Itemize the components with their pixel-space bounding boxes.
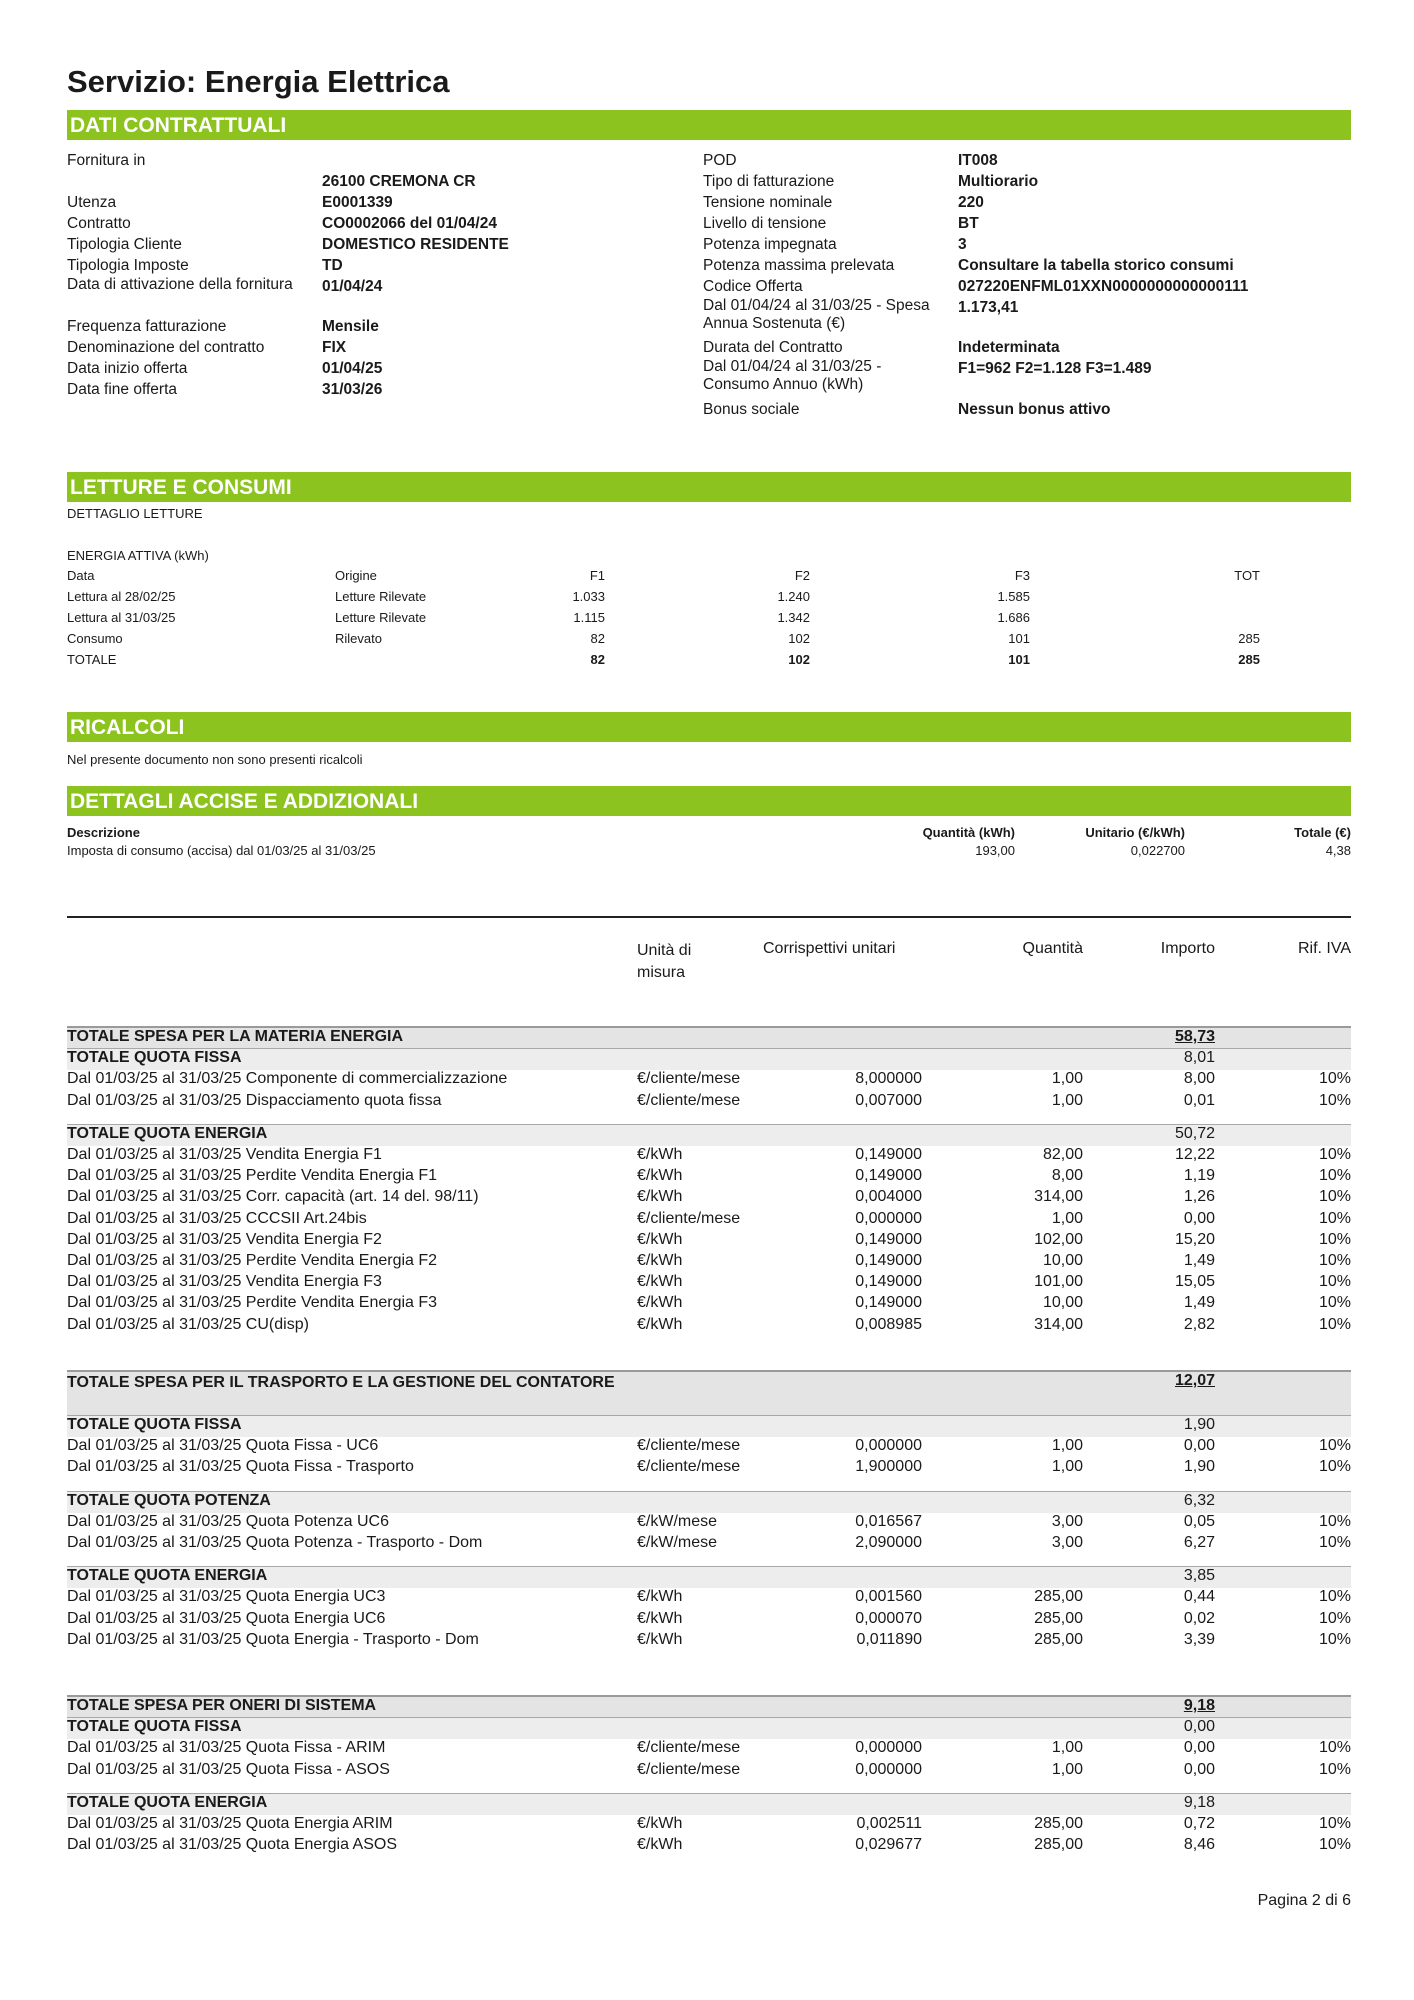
detail-header-vat: Rif. IVA bbox=[1297, 940, 1351, 957]
detail-line-amount: 2,82 bbox=[1183, 1315, 1215, 1333]
detail-group-title: TOTALE QUOTA ENERGIA bbox=[67, 1124, 268, 1142]
detail-line-qty: 102,00 bbox=[1034, 1230, 1083, 1248]
page-footer: Pagina 2 di 6 bbox=[1257, 1892, 1351, 1909]
excise-header-qty: Quantità (kWh) bbox=[922, 825, 1015, 840]
detail-group-total: 0,00 bbox=[1183, 1718, 1215, 1736]
excise-desc: Imposta di consumo (accisa) dal 01/03/25 al 31/03/25 bbox=[67, 843, 376, 858]
reading-cell: 1.115 bbox=[573, 610, 605, 625]
detail-line-amount: 0,00 bbox=[1183, 1209, 1215, 1227]
detail-line-desc: Dal 01/03/25 al 31/03/25 Perdite Vendita Energia F1 bbox=[67, 1167, 438, 1185]
detail-line-desc: Dal 01/03/25 al 31/03/25 CU(disp) bbox=[67, 1315, 309, 1333]
detail-section-title: TOTALE SPESA PER ONERI DI SISTEMA bbox=[67, 1697, 377, 1714]
detail-line-vat: 10% bbox=[1318, 1609, 1351, 1627]
detail-line-unit-price: 0,011890 bbox=[856, 1630, 922, 1648]
detail-line-qty: 10,00 bbox=[1042, 1294, 1083, 1312]
contract-value: 1.173,41 bbox=[958, 299, 1019, 316]
contract-value: Multiorario bbox=[958, 173, 1039, 190]
detail-line-unit: €/cliente/mese bbox=[637, 1070, 741, 1088]
detail-group-title: TOTALE QUOTA FISSA bbox=[67, 1718, 242, 1736]
contract-value: Mensile bbox=[322, 318, 379, 335]
detail-line-unit: €/kWh bbox=[637, 1167, 683, 1185]
detail-line-qty: 8,00 bbox=[1051, 1167, 1083, 1185]
detail-line-qty: 285,00 bbox=[1034, 1609, 1083, 1627]
detail-line-vat: 10% bbox=[1318, 1458, 1351, 1476]
reading-cell: Letture Rilevate bbox=[335, 610, 427, 625]
contract-label: Potenza impegnata bbox=[703, 236, 837, 253]
contract-value: Indeterminata bbox=[958, 339, 1060, 356]
detail-line-unit: €/kWh bbox=[637, 1836, 683, 1854]
contract-label: Data fine offerta bbox=[67, 381, 178, 398]
detail-line-unit: €/kWh bbox=[637, 1146, 683, 1163]
detail-line-unit-price: 0,000070 bbox=[855, 1609, 922, 1627]
detail-line-vat: 10% bbox=[1318, 1091, 1351, 1109]
detail-line-qty: 1,00 bbox=[1051, 1760, 1083, 1778]
detail-line-unit-price: 0,149000 bbox=[855, 1252, 922, 1269]
detail-line-vat: 10% bbox=[1318, 1230, 1351, 1248]
detail-line-desc: Dal 01/03/25 al 31/03/25 Vendita Energia F1 bbox=[67, 1146, 382, 1163]
detail-line-desc: Dal 01/03/25 al 31/03/25 Perdite Vendita Energia F3 bbox=[67, 1294, 438, 1312]
contract-label: Dal 01/04/24 al 31/03/25 - Spesa Annua Sostenuta (€) bbox=[703, 297, 930, 332]
detail-line-desc: Dal 01/03/25 al 31/03/25 Dispacciamento quota fissa bbox=[67, 1091, 442, 1109]
detail-group-total: 1,90 bbox=[1183, 1416, 1215, 1433]
detail-line-vat: 10% bbox=[1318, 1209, 1351, 1227]
detail-line-unit-price: 0,002511 bbox=[856, 1815, 922, 1832]
contract-label: Data di attivazione della fornitura bbox=[67, 276, 293, 293]
reading-cell: Rilevato bbox=[335, 631, 382, 646]
detail-header-qty: Quantità bbox=[1022, 940, 1083, 957]
contract-value: FIX bbox=[322, 339, 347, 356]
detail-line-desc: Dal 01/03/25 al 31/03/25 Quota Fissa - ARIM bbox=[67, 1739, 386, 1757]
reading-cell: 1.585 bbox=[997, 589, 1030, 604]
detail-line-unit-price: 0,149000 bbox=[855, 1294, 922, 1312]
detail-line-qty: 1,00 bbox=[1051, 1070, 1083, 1088]
reading-cell: 1.686 bbox=[997, 610, 1030, 625]
reading-label: Consumo bbox=[67, 631, 123, 646]
readings-header-date: Data bbox=[67, 568, 95, 583]
contract-label: Frequenza fatturazione bbox=[67, 318, 227, 335]
detail-line-amount: 12,22 bbox=[1174, 1146, 1215, 1163]
detail-line-desc: Dal 01/03/25 al 31/03/25 Quota Fissa - Trasporto bbox=[67, 1458, 414, 1476]
contract-value: TD bbox=[322, 257, 343, 274]
detail-line-unit: €/kWh bbox=[637, 1230, 683, 1248]
detail-line-vat: 10% bbox=[1318, 1188, 1351, 1206]
detail-line-desc: Dal 01/03/25 al 31/03/25 Componente di commercializzazione bbox=[67, 1070, 508, 1088]
detail-line-amount: 1,49 bbox=[1183, 1252, 1215, 1269]
detail-group-total: 50,72 bbox=[1174, 1124, 1215, 1142]
detail-line-desc: Dal 01/03/25 al 31/03/25 Quota Energia ARIM bbox=[67, 1815, 393, 1832]
detail-line-unit: €/kW/mese bbox=[637, 1534, 718, 1551]
detail-line-unit: €/kW/mese bbox=[637, 1512, 718, 1530]
section-recalc-header: RICALCOLI bbox=[67, 712, 1351, 742]
contract-value: 027220ENFML01XXN0000000000000111 bbox=[958, 278, 1249, 295]
contract-label: Tensione nominale bbox=[703, 194, 833, 211]
readings-header-f1: F1 bbox=[589, 568, 605, 583]
reading-cell: 285 bbox=[1238, 631, 1260, 646]
detail-line-amount: 15,05 bbox=[1174, 1273, 1215, 1291]
contract-value: IT008 bbox=[958, 152, 998, 169]
contract-label: Tipo di fatturazione bbox=[703, 173, 835, 190]
excise-unit: 0,022700 bbox=[1130, 843, 1185, 858]
contract-value: Consultare la tabella storico consumi bbox=[958, 257, 1234, 274]
detail-header-unit: Unità di misura bbox=[637, 942, 692, 981]
detail-line-unit: €/kWh bbox=[637, 1609, 683, 1627]
detail-line-unit-price: 0,149000 bbox=[855, 1167, 922, 1185]
detail-line-desc: Dal 01/03/25 al 31/03/25 Vendita Energia F2 bbox=[67, 1230, 382, 1248]
detail-line-unit: €/kWh bbox=[637, 1252, 683, 1269]
detail-line-desc: Dal 01/03/25 al 31/03/25 Vendita Energia F3 bbox=[67, 1273, 382, 1291]
detail-line-amount: 0,00 bbox=[1183, 1760, 1215, 1778]
detail-line-vat: 10% bbox=[1318, 1534, 1351, 1551]
detail-line-unit-price: 0,004000 bbox=[855, 1188, 922, 1206]
detail-line-unit: €/cliente/mese bbox=[637, 1209, 741, 1227]
reading-cell: 102 bbox=[788, 652, 810, 667]
reading-cell: 102 bbox=[788, 631, 810, 646]
contract-label: Utenza bbox=[67, 194, 117, 211]
detail-line-amount: 0,72 bbox=[1183, 1815, 1215, 1832]
detail-line-unit: €/kWh bbox=[637, 1294, 683, 1312]
readings-header-f2: F2 bbox=[794, 568, 810, 583]
detail-line-vat: 10% bbox=[1318, 1252, 1351, 1269]
detail-line-qty: 3,00 bbox=[1051, 1512, 1083, 1530]
energy-label: ENERGIA ATTIVA (kWh) bbox=[67, 548, 209, 563]
detail-line-vat: 10% bbox=[1318, 1836, 1351, 1854]
detail-line-vat: 10% bbox=[1318, 1760, 1351, 1778]
reading-label: Lettura al 28/02/25 bbox=[67, 589, 176, 604]
reading-cell: 1.033 bbox=[572, 589, 605, 604]
detail-line-desc: Dal 01/03/25 al 31/03/25 Quota Energia - Trasporto - Dom bbox=[67, 1630, 479, 1648]
detail-line-unit-price: 0,007000 bbox=[855, 1091, 922, 1109]
detail-line-amount: 0,44 bbox=[1183, 1588, 1215, 1606]
detail-line-unit-price: 0,000000 bbox=[855, 1209, 922, 1227]
contract-label: Tipologia Imposte bbox=[67, 257, 189, 274]
detail-line-unit-price: 0,149000 bbox=[855, 1146, 922, 1163]
detail-header-amount: Importo bbox=[1160, 940, 1215, 957]
detail-line-unit-price: 2,090000 bbox=[855, 1534, 922, 1551]
detail-group-title: TOTALE QUOTA FISSA bbox=[67, 1049, 242, 1067]
reading-label: TOTALE bbox=[67, 652, 117, 667]
detail-line-unit-price: 0,000000 bbox=[855, 1437, 922, 1455]
detail-section-total: 12,07 bbox=[1174, 1372, 1215, 1389]
detail-line-unit-price: 0,000000 bbox=[855, 1739, 922, 1757]
detail-line-amount: 0,00 bbox=[1183, 1437, 1215, 1455]
excise-header-total: Totale (€) bbox=[1294, 825, 1351, 840]
detail-line-unit-price: 8,000000 bbox=[855, 1070, 922, 1088]
detail-group-total: 3,85 bbox=[1183, 1567, 1215, 1585]
contract-value: DOMESTICO RESIDENTE bbox=[322, 236, 509, 253]
detail-line-unit: €/kWh bbox=[637, 1315, 683, 1333]
detail-line-amount: 1,49 bbox=[1183, 1294, 1215, 1312]
recalc-text: Nel presente documento non sono presenti ricalcoli bbox=[67, 752, 363, 767]
detail-line-unit: €/cliente/mese bbox=[637, 1437, 741, 1455]
detail-line-desc: Dal 01/03/25 al 31/03/25 CCCSII Art.24bis bbox=[67, 1209, 367, 1227]
detail-line-vat: 10% bbox=[1318, 1315, 1351, 1333]
detail-line-vat: 10% bbox=[1318, 1815, 1351, 1832]
detail-line-amount: 3,39 bbox=[1183, 1630, 1215, 1648]
detail-line-vat: 10% bbox=[1318, 1588, 1351, 1606]
contract-label: Fornitura in bbox=[67, 152, 146, 169]
readings-header-origin: Origine bbox=[335, 568, 377, 583]
detail-line-amount: 8,00 bbox=[1183, 1070, 1215, 1088]
contract-label: Durata del Contratto bbox=[703, 339, 843, 356]
contract-value: CO0002066 del 01/04/24 bbox=[322, 215, 497, 232]
detail-line-unit: €/kWh bbox=[637, 1588, 683, 1606]
detail-group-title: TOTALE QUOTA ENERGIA bbox=[67, 1793, 268, 1811]
contract-value: 26100 CREMONA CR bbox=[322, 173, 476, 190]
detail-line-desc: Dal 01/03/25 al 31/03/25 Quota Energia UC3 bbox=[67, 1588, 386, 1606]
detail-line-unit-price: 0,000000 bbox=[855, 1760, 922, 1778]
reading-cell: Letture Rilevate bbox=[335, 589, 427, 604]
detail-line-amount: 0,00 bbox=[1183, 1739, 1215, 1757]
detail-line-amount: 0,05 bbox=[1183, 1512, 1215, 1530]
detail-line-vat: 10% bbox=[1318, 1070, 1351, 1088]
detail-line-desc: Dal 01/03/25 al 31/03/25 Quota Fissa - UC6 bbox=[67, 1437, 379, 1455]
detail-group-total: 6,32 bbox=[1183, 1491, 1215, 1509]
contract-value: 3 bbox=[958, 236, 967, 253]
detail-line-unit-price: 0,008985 bbox=[855, 1315, 922, 1333]
readings-header-tot: TOT bbox=[1234, 568, 1260, 583]
detail-line-qty: 101,00 bbox=[1034, 1273, 1083, 1291]
excise-header-desc: Descrizione bbox=[67, 825, 140, 840]
detail-line-unit-price: 0,016567 bbox=[855, 1512, 922, 1530]
detail-line-amount: 0,02 bbox=[1183, 1609, 1215, 1627]
contract-label: POD bbox=[703, 152, 737, 169]
contract-value: Nessun bonus attivo bbox=[958, 401, 1111, 418]
section-excise-header: DETTAGLI ACCISE E ADDIZIONALI bbox=[67, 786, 1351, 816]
detail-header-unit-price: Corrispettivi unitari bbox=[763, 940, 896, 957]
contract-value: 220 bbox=[958, 194, 984, 211]
contract-value: 01/04/24 bbox=[322, 278, 383, 295]
detail-section-title: TOTALE SPESA PER IL TRASPORTO E LA GESTIONE DEL CONTATORE bbox=[67, 1374, 615, 1391]
detail-section-total: 9,18 bbox=[1183, 1697, 1215, 1714]
contract-value: BT bbox=[958, 215, 979, 232]
detail-line-vat: 10% bbox=[1318, 1437, 1351, 1455]
detail-line-amount: 6,27 bbox=[1183, 1534, 1215, 1551]
detail-line-vat: 10% bbox=[1318, 1512, 1351, 1530]
detail-line-qty: 1,00 bbox=[1051, 1458, 1083, 1476]
reading-cell: 82 bbox=[590, 652, 605, 667]
detail-line-qty: 314,00 bbox=[1034, 1188, 1083, 1206]
reading-label: Lettura al 31/03/25 bbox=[67, 610, 176, 625]
detail-line-qty: 285,00 bbox=[1034, 1630, 1083, 1648]
contract-label: Codice Offerta bbox=[703, 278, 803, 295]
detail-line-amount: 0,01 bbox=[1183, 1091, 1215, 1109]
detail-line-vat: 10% bbox=[1318, 1167, 1351, 1185]
readings-subtitle: DETTAGLIO LETTURE bbox=[67, 506, 203, 521]
contract-label: Bonus sociale bbox=[703, 401, 800, 418]
reading-cell: 285 bbox=[1238, 652, 1260, 667]
detail-group-total: 9,18 bbox=[1183, 1793, 1215, 1811]
detail-group-title: TOTALE QUOTA FISSA bbox=[67, 1416, 242, 1433]
detail-line-qty: 1,00 bbox=[1051, 1209, 1083, 1227]
detail-line-desc: Dal 01/03/25 al 31/03/25 Perdite Vendita Energia F2 bbox=[67, 1252, 438, 1269]
detail-line-qty: 314,00 bbox=[1034, 1315, 1083, 1333]
detail-line-amount: 1,26 bbox=[1183, 1188, 1215, 1206]
detail-line-unit: €/cliente/mese bbox=[637, 1091, 741, 1109]
detail-line-qty: 1,00 bbox=[1051, 1437, 1083, 1455]
contract-value: E0001339 bbox=[322, 194, 393, 211]
detail-line-unit: €/kWh bbox=[637, 1815, 683, 1832]
detail-line-desc: Dal 01/03/25 al 31/03/25 Quota Energia UC6 bbox=[67, 1609, 386, 1627]
detail-section-title: TOTALE SPESA PER LA MATERIA ENERGIA bbox=[67, 1028, 404, 1045]
detail-line-unit: €/kWh bbox=[637, 1188, 683, 1206]
detail-line-unit: €/kWh bbox=[637, 1630, 683, 1648]
readings-header-f3: F3 bbox=[1014, 568, 1030, 583]
detail-line-unit: €/cliente/mese bbox=[637, 1739, 741, 1757]
reading-cell: 1.342 bbox=[777, 610, 810, 625]
detail-line-qty: 1,00 bbox=[1051, 1739, 1083, 1757]
detail-line-vat: 10% bbox=[1318, 1294, 1351, 1312]
reading-cell: 101 bbox=[1008, 652, 1030, 667]
detail-line-unit: €/cliente/mese bbox=[637, 1760, 741, 1778]
detail-group-title: TOTALE QUOTA POTENZA bbox=[67, 1491, 271, 1509]
detail-line-desc: Dal 01/03/25 al 31/03/25 Quota Energia ASOS bbox=[67, 1836, 398, 1854]
section-readings-header: LETTURE E CONSUMI bbox=[67, 472, 1351, 502]
detail-line-qty: 10,00 bbox=[1042, 1252, 1083, 1269]
detail-line-desc: Dal 01/03/25 al 31/03/25 Quota Fissa - ASOS bbox=[67, 1760, 390, 1778]
contract-label: Data inizio offerta bbox=[67, 360, 188, 377]
detail-line-amount: 1,90 bbox=[1183, 1458, 1215, 1476]
excise-header-unit: Unitario (€/kWh) bbox=[1085, 825, 1185, 840]
detail-line-amount: 1,19 bbox=[1183, 1167, 1215, 1185]
detail-line-unit: €/cliente/mese bbox=[637, 1458, 741, 1476]
detail-line-unit-price: 0,149000 bbox=[855, 1230, 922, 1248]
detail-line-unit-price: 0,001560 bbox=[855, 1588, 922, 1606]
detail-line-vat: 10% bbox=[1318, 1146, 1351, 1163]
contract-label: Potenza massima prelevata bbox=[703, 257, 895, 274]
detail-line-qty: 285,00 bbox=[1034, 1836, 1083, 1854]
reading-cell: 1.240 bbox=[777, 589, 810, 604]
detail-line-amount: 15,20 bbox=[1174, 1230, 1215, 1248]
reading-cell: 101 bbox=[1008, 631, 1030, 646]
contract-label: Dal 01/04/24 al 31/03/25 - Consumo Annuo (kWh) bbox=[703, 358, 882, 393]
section-contract-header: DATI CONTRATTUALI bbox=[67, 110, 1351, 140]
detail-line-desc: Dal 01/03/25 al 31/03/25 Corr. capacità (art. 14 del. 98/11) bbox=[67, 1188, 479, 1206]
detail-line-qty: 285,00 bbox=[1034, 1588, 1083, 1606]
detail-line-vat: 10% bbox=[1318, 1273, 1351, 1291]
detail-line-qty: 3,00 bbox=[1051, 1534, 1083, 1551]
detail-line-qty: 285,00 bbox=[1034, 1815, 1083, 1832]
detail-section-total: 58,73 bbox=[1174, 1028, 1215, 1045]
page-title: Servizio: Energia Elettrica bbox=[67, 64, 450, 99]
detail-line-unit-price: 1,900000 bbox=[855, 1458, 922, 1476]
detail-line-amount: 8,46 bbox=[1183, 1836, 1215, 1854]
detail-line-vat: 10% bbox=[1318, 1630, 1351, 1648]
detail-line-unit-price: 0,029677 bbox=[855, 1836, 922, 1854]
detail-line-desc: Dal 01/03/25 al 31/03/25 Quota Potenza - Trasporto - Dom bbox=[67, 1534, 483, 1551]
excise-qty: 193,00 bbox=[975, 843, 1015, 858]
detail-line-unit: €/kWh bbox=[637, 1273, 683, 1291]
contract-value: 31/03/26 bbox=[322, 381, 383, 398]
detail-group-title: TOTALE QUOTA ENERGIA bbox=[67, 1567, 268, 1585]
contract-label: Denominazione del contratto bbox=[67, 339, 265, 356]
detail-line-qty: 82,00 bbox=[1042, 1146, 1083, 1163]
detail-group-total: 8,01 bbox=[1183, 1049, 1215, 1067]
reading-cell: 82 bbox=[590, 631, 605, 646]
contract-value: F1=962 F2=1.128 F3=1.489 bbox=[958, 360, 1152, 377]
detail-line-desc: Dal 01/03/25 al 31/03/25 Quota Potenza UC6 bbox=[67, 1512, 389, 1530]
contract-value: 01/04/25 bbox=[322, 360, 383, 377]
detail-top-rule bbox=[67, 916, 1351, 918]
detail-line-unit-price: 0,149000 bbox=[855, 1273, 922, 1291]
detail-line-qty: 1,00 bbox=[1051, 1091, 1083, 1109]
contract-label: Livello di tensione bbox=[703, 215, 827, 232]
contract-label: Tipologia Cliente bbox=[67, 236, 182, 253]
excise-total: 4,38 bbox=[1325, 843, 1351, 858]
detail-line-vat: 10% bbox=[1318, 1739, 1351, 1757]
contract-label: Contratto bbox=[67, 215, 131, 232]
